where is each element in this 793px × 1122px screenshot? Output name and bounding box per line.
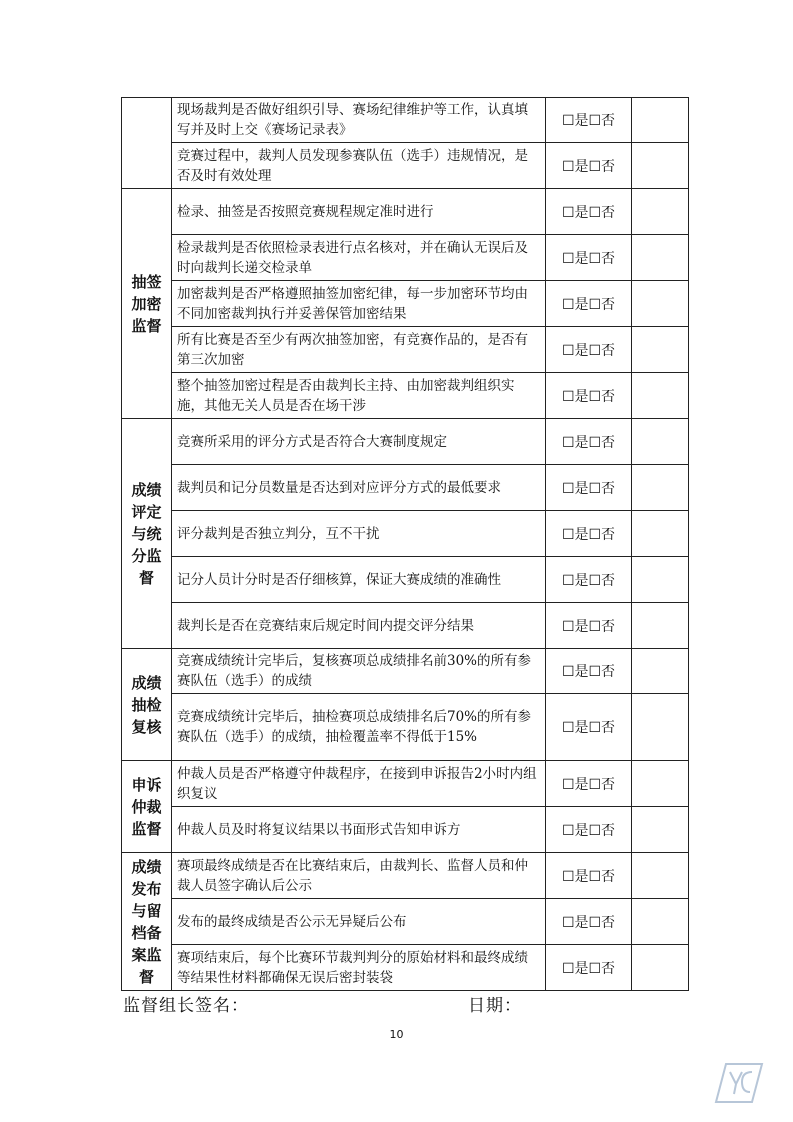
- remarks-cell[interactable]: [632, 465, 689, 511]
- yes-no-checkbox[interactable]: ☐是☐否: [546, 899, 632, 945]
- check-item-text: 赛项结束后，每个比赛环节裁判判分的原始材料和最终成绩等结果性材料都确保无误后密封装袋: [172, 945, 546, 991]
- supervisor-signature-label: 监督组长签名：: [123, 996, 249, 1016]
- yes-no-checkbox[interactable]: ☐是☐否: [546, 373, 632, 419]
- table-row: [122, 373, 689, 419]
- yes-no-checkbox[interactable]: ☐是☐否: [546, 511, 632, 557]
- check-item-text: 加密裁判是否严格遵照抽签加密纪律，每一步加密环节均由不同加密裁判执行并妥善保管加密结果: [172, 281, 546, 327]
- check-item-text: 整个抽签加密过程是否由裁判长主持、由加密裁判组织实施，其他无关人员是否在场干涉: [172, 373, 546, 419]
- yes-no-checkbox[interactable]: ☐是☐否: [546, 945, 632, 991]
- page-number: 10: [389, 1028, 404, 1041]
- table-row: [122, 761, 689, 807]
- watermark-logo-icon: [712, 1060, 766, 1106]
- yes-no-checkbox[interactable]: ☐是☐否: [546, 853, 632, 899]
- yes-no-checkbox[interactable]: ☐是☐否: [546, 281, 632, 327]
- check-item-text: 竞赛成绩统计完毕后，抽检赛项总成绩排名后70%的所有参赛队伍（选手）的成绩，抽检覆盖率不得低于15%: [172, 694, 546, 761]
- check-item-text: 现场裁判是否做好组织引导、赛场纪律维护等工作，认真填写并及时上交《赛场记录表》: [172, 98, 546, 143]
- check-item-text: 仲裁人员是否严格遵守仲裁程序，在接到申诉报告2小时内组织复议: [172, 761, 546, 807]
- remarks-cell[interactable]: [632, 189, 689, 235]
- remarks-cell[interactable]: [632, 899, 689, 945]
- yes-no-checkbox[interactable]: ☐是☐否: [546, 465, 632, 511]
- table-row: [122, 327, 689, 373]
- category-cell: [122, 853, 172, 991]
- category-label: 成绩 发布 与留 档备 案监 督: [131, 857, 162, 986]
- yes-no-checkbox[interactable]: ☐是☐否: [546, 98, 632, 143]
- yes-no-checkbox[interactable]: ☐是☐否: [546, 143, 632, 189]
- yes-no-checkbox[interactable]: ☐是☐否: [546, 694, 632, 761]
- table-row: [122, 419, 689, 465]
- remarks-cell[interactable]: [632, 853, 689, 899]
- remarks-cell[interactable]: [632, 807, 689, 853]
- check-item-text: 所有比赛是否至少有两次抽签加密，有竞赛作品的，是否有第三次加密: [172, 327, 546, 373]
- table-row: [122, 853, 689, 899]
- check-item-text: 检录、抽签是否按照竞赛规程规定准时进行: [172, 189, 546, 235]
- supervision-checklist: [121, 97, 688, 991]
- check-item-text: 裁判长是否在竞赛结束后规定时间内提交评分结果: [172, 603, 546, 649]
- table-row: [122, 557, 689, 603]
- remarks-cell[interactable]: [632, 143, 689, 189]
- remarks-cell[interactable]: [632, 98, 689, 143]
- category-label: 成绩 评定 与统 分监 督: [131, 480, 162, 587]
- category-label: 抽签 加密 监督: [131, 272, 162, 335]
- table-row: [122, 189, 689, 235]
- table-row: [122, 235, 689, 281]
- table-row: [122, 603, 689, 649]
- check-item-text: 发布的最终成绩是否公示无异疑后公布: [172, 899, 546, 945]
- check-item-text: 评分裁判是否独立判分，互不干扰: [172, 511, 546, 557]
- yes-no-checkbox[interactable]: ☐是☐否: [546, 327, 632, 373]
- check-item-text: 竞赛所采用的评分方式是否符合大赛制度规定: [172, 419, 546, 465]
- yes-no-checkbox[interactable]: ☐是☐否: [546, 649, 632, 694]
- yes-no-checkbox[interactable]: ☐是☐否: [546, 189, 632, 235]
- remarks-cell[interactable]: [632, 761, 689, 807]
- remarks-cell[interactable]: [632, 419, 689, 465]
- yes-no-checkbox[interactable]: ☐是☐否: [546, 235, 632, 281]
- table-row: [122, 807, 689, 853]
- remarks-cell[interactable]: [632, 603, 689, 649]
- table-row: [122, 281, 689, 327]
- yes-no-checkbox[interactable]: ☐是☐否: [546, 419, 632, 465]
- remarks-cell[interactable]: [632, 694, 689, 761]
- table-row: [122, 465, 689, 511]
- table-row: [122, 98, 689, 143]
- table-row: [122, 511, 689, 557]
- checklist-table: [121, 97, 689, 991]
- yes-no-checkbox[interactable]: ☐是☐否: [546, 557, 632, 603]
- category-cell: [122, 761, 172, 853]
- table-row: [122, 649, 689, 694]
- table-row: [122, 694, 689, 761]
- yes-no-checkbox[interactable]: ☐是☐否: [546, 807, 632, 853]
- date-label: 日期：: [468, 996, 522, 1016]
- remarks-cell[interactable]: [632, 235, 689, 281]
- remarks-cell[interactable]: [632, 373, 689, 419]
- check-item-text: 裁判员和记分员数量是否达到对应评分方式的最低要求: [172, 465, 546, 511]
- category-label: 成绩 抽检 复核: [131, 673, 162, 736]
- remarks-cell[interactable]: [632, 327, 689, 373]
- table-row: [122, 899, 689, 945]
- remarks-cell[interactable]: [632, 945, 689, 991]
- category-cell: [122, 419, 172, 649]
- remarks-cell[interactable]: [632, 557, 689, 603]
- check-item-text: 记分人员计分时是否仔细核算，保证大赛成绩的准确性: [172, 557, 546, 603]
- category-cell: [122, 649, 172, 761]
- category-label: 申诉 仲裁 监督: [131, 775, 162, 838]
- check-item-text: 仲裁人员及时将复议结果以书面形式告知申诉方: [172, 807, 546, 853]
- check-item-text: 竞赛成绩统计完毕后，复核赛项总成绩排名前30%的所有参赛队伍（选手）的成绩: [172, 649, 546, 694]
- remarks-cell[interactable]: [632, 649, 689, 694]
- remarks-cell[interactable]: [632, 281, 689, 327]
- check-item-text: 赛项最终成绩是否在比赛结束后，由裁判长、监督人员和仲裁人员签字确认后公示: [172, 853, 546, 899]
- check-item-text: 竞赛过程中，裁判人员发现参赛队伍（选手）违规情况，是否及时有效处理: [172, 143, 546, 189]
- remarks-cell[interactable]: [632, 511, 689, 557]
- table-row: [122, 945, 689, 991]
- yes-no-checkbox[interactable]: ☐是☐否: [546, 761, 632, 807]
- category-cell: [122, 98, 172, 189]
- check-item-text: 检录裁判是否依照检录表进行点名核对，并在确认无误后及时向裁判长递交检录单: [172, 235, 546, 281]
- table-row: [122, 143, 689, 189]
- yes-no-checkbox[interactable]: ☐是☐否: [546, 603, 632, 649]
- category-cell: [122, 189, 172, 419]
